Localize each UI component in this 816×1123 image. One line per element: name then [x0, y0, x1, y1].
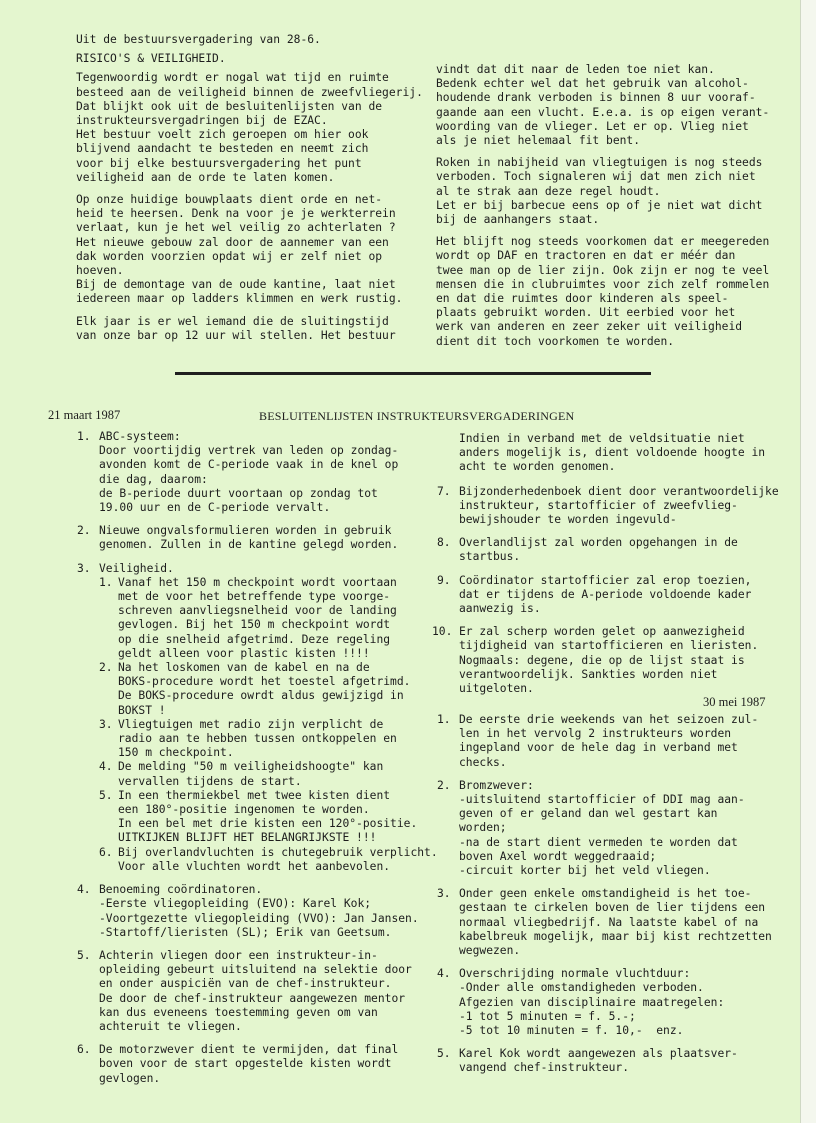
- list-item: [432, 625, 797, 696]
- top-right-column: [436, 63, 796, 357]
- meeting-header: Uit de bestuursvergadering van 28-6.: [76, 33, 321, 46]
- paragraph: Roken in nabijheid van vliegtuigen is nog steeds verboden. Toch signaleren wij dat men zich niet al te strak aan deze regel houdt. Let er bij barbecue eens op of je niet wat dicht bij de aanhangers staat.: [436, 156, 763, 227]
- item-text: Bromzwever: -uitsluitend startofficier of DDI mag aan- geven of er geland dan wel gestart kan worden; -na de start dient vermeden te worden dat boven Axel wordt weggedraaid; -circuit korter bij het veld vliegen.: [459, 778, 745, 878]
- item-text: Coördinator startofficier zal erop toezien, dat er tijdens de A-periode voldoende kader aanwezig is.: [459, 573, 752, 616]
- item-text: Indien in verband met de veldsituatie niet anders mogelijk is, dient voldoende hoogte in acht te worden genomen.: [459, 432, 766, 474]
- list-item-continuation: [437, 432, 797, 475]
- sub-item: [99, 576, 437, 661]
- list-item: [437, 967, 797, 1038]
- sub-item: [99, 789, 437, 846]
- decisions-right-list: [432, 432, 797, 705]
- paragraph: Het blijft nog steeds voorkomen dat er meegereden wordt op DAF en tractoren en dat er méér dan twee man op de lier zijn. Ook zijn er nog te veel mensen die in clubruimtes voor zich zelf rommelen en dat die ruimtes door kinderen als speel- plaats gebruikt worden. Uit eerbied voor het werk van anderen en zeer zeker uit veiligheid dient dit toch voorkomen te worden.: [436, 235, 770, 348]
- sub-number: 2.: [99, 661, 113, 675]
- list-item: [77, 562, 437, 874]
- top-left-column: [76, 33, 436, 351]
- item-number: 2.: [437, 778, 451, 792]
- item-text: De eerste drie weekends van het seizoen zul- len in het vervolg 2 instrukteurs worden ingepland voor de hele dag in verband met checks.: [459, 713, 759, 769]
- paragraph: Tegenwoordig wordt er nogal wat tijd en ruimte besteed aan de veiligheid binnen de zweefvliegerij. Dat blijkt ook uit de besluitenlijsten van de instrukteursvergadringen bij de EZAC. Het bestuur voelt zich geroepen om hier ook blijvend aandacht te besteden en neemt zich voor bij elke bestuursvergadering het punt veiligheid aan de orde te laten komen.: [76, 71, 423, 184]
- sub-item: [99, 760, 437, 788]
- sub-number: 6.: [99, 845, 113, 859]
- paragraph: vindt dat dit naar de leden toe niet kan. Bedenk echter wel dat het gebruik van alcohol- houdende drank verboden is binnen 8 uur vooraf- gaande aan een vlucht. E.e.a. is op eigen verant- woording van de vlieger. Let er op. Vlieg niet als je niet helemaal fit bent.: [436, 63, 770, 148]
- sub-item: [99, 846, 437, 874]
- item-number: 4.: [437, 967, 451, 981]
- sub-number: 4.: [99, 760, 113, 774]
- list-item: [77, 949, 437, 1034]
- sub-text: In een thermiekbel met twee kisten dient een 180°-positie ingenomen te worden. In een bel met drie kisten een 120°-positie. UITKIJKEN BLIJFT HET BELANGRIJKSTE !!!: [118, 788, 418, 845]
- date-march: 21 maart 1987: [48, 408, 121, 422]
- item-number: 7.: [437, 484, 451, 498]
- item-number: 10.: [432, 625, 453, 639]
- item-text: Achterin vliegen door een instrukteur-in- opleiding gebeurt uitsluitend na selektie door en onder auspiciën van de chef-instrukteur. De door de chef-instrukteur aangewezen mentor kan dus eveneens toestemming geven om van achteruit te vliegen.: [99, 948, 412, 1033]
- item-text: Karel Kok wordt aangewezen als plaatsver- vangend chef-instrukteur.: [459, 1047, 738, 1075]
- sub-text: De melding "50 m veiligheidshoogte" kan vervallen tijdens de start.: [118, 760, 384, 788]
- list-item: [77, 430, 437, 515]
- sub-number: 3.: [99, 717, 113, 731]
- risk-title: RISICO'S & VEILIGHEID.: [76, 52, 226, 66]
- item-text: Onder geen enkele omstandigheid is het toe- gestaan te cirkelen boven de lier tijdens een normaal vliegbedrijf. Na laatste kabel of na kabelbreuk mogelijk, maar bij kist rechtzetten wegwezen.: [459, 887, 772, 958]
- item-text: ABC-systeem: Door voortijdig vertrek van leden op zondag- avonden komt de C-periode vaak in de knel op die dag, daarom: de B-periode duurt voortaan op zondag tot 19.00 uur en de C-periode vervalt.: [99, 430, 399, 515]
- list-item: [437, 779, 797, 878]
- item-text: Overlandlijst zal worden opgehangen in de startbus.: [459, 536, 738, 564]
- list-item: [437, 485, 797, 528]
- item-number: 5.: [437, 1047, 451, 1061]
- item-text: Er zal scherp worden gelet op aanwezigheid tijdigheid van startofficieren en lieristen. Nogmaals: degene, die op de lijst staat is verantwoordelijk. Sankties worden niet uitgeloten.: [459, 625, 759, 696]
- sub-number: 5.: [99, 788, 113, 802]
- item-number: 1.: [77, 430, 91, 443]
- item-text: De motorzwever dient te vermijden, dat final boven voor de start opgestelde kisten wordt gevlogen.: [99, 1043, 399, 1085]
- paper-edge: [800, 0, 816, 1123]
- sub-item: [99, 718, 437, 761]
- item-number: 5.: [77, 948, 91, 962]
- item-text: Veiligheid.: [99, 561, 174, 575]
- list-item: [77, 524, 437, 552]
- list-item: [437, 536, 797, 564]
- list-item: [437, 574, 797, 617]
- section-divider: [175, 372, 651, 375]
- item-number: 1.: [437, 713, 451, 726]
- list-item: [437, 887, 797, 958]
- item-number: 3.: [437, 887, 451, 901]
- item-text: Nieuwe ongvalsformulieren worden in gebruik genomen. Zullen in de kantine gelegd worden.: [99, 524, 399, 552]
- sub-text: Na het loskomen van de kabel en na de BOKS-procedure wordt het toestel afgetrimd. De BOKS-procedure owrdt aldus gewijzigd in BOKST !: [118, 661, 411, 717]
- sub-number: 1.: [99, 575, 113, 589]
- section-title: BESLUITENLIJSTEN INSTRUKTEURSVERGADERINGEN: [259, 409, 575, 423]
- item-number: 3.: [77, 561, 91, 575]
- may-decisions-list: [437, 713, 797, 1085]
- item-text: Benoeming coördinatoren. -Eerste vliegopleiding (EVO): Karel Kok; -Voortgezette vliegopleiding (VVO): Jan Jansen. -Startoff/lieristen (SL); Erik van Geetsum.: [99, 883, 419, 939]
- sub-text: Bij overlandvluchten is chutegebruik verplicht. Voor alle vluchten wordt het aanbevolen.: [118, 845, 438, 873]
- item-number: 2.: [77, 524, 91, 538]
- item-text: Overschrijding normale vluchtduur: -Onder alle omstandigheden verboden. Afgezien van disciplinaire maatregelen: -1 tot 5 minuten = f. 5.-; -5 tot 10 minuten = f. 10,- enz.: [459, 967, 725, 1038]
- sub-text: Vliegtuigen met radio zijn verplicht de radio aan te hebben tussen ontkoppelen en 150 m checkpoint.: [118, 717, 397, 760]
- list-item: [437, 1047, 797, 1075]
- item-number: 8.: [437, 536, 451, 550]
- list-item: [437, 713, 797, 770]
- sub-text: Vanaf het 150 m checkpoint wordt voortaan met de voor het betreffende type voorge- schreven aanvliegsnelheid voor de landing gevlogen. Bij het 150 m checkpoint wordt op die snelheid afgetrimd. Deze regeling geldt alleen voor plastic kisten !!!!: [118, 575, 397, 660]
- decisions-left-list: [77, 430, 437, 1095]
- date-may: 30 mei 1987: [703, 695, 766, 709]
- item-number: 9.: [437, 573, 451, 587]
- sub-item: [99, 661, 437, 718]
- paragraph: Elk jaar is er wel iemand die de sluitingstijd van onze bar op 12 uur wil stellen. Het bestuur: [76, 314, 396, 342]
- list-item: [77, 1043, 437, 1086]
- item-text: Bijzonderhedenboek dient door verantwoordelijke instrukteur, startofficier of zweefvlieg- bewijshouder te worden ingevuld-: [459, 484, 779, 527]
- item-number: 4.: [77, 883, 91, 897]
- paragraph: Op onze huidige bouwplaats dient orde en net- heid te heersen. Denk na voor je je werkterrein verlaat, kun je het wel veilig zo achterlaten ? Het nieuwe gebouw zal door de aannemer van een dak worden voorzien opdat wij er zelf niet op hoeven. Bij de demontage van de oude kantine, laat niet iedereen maar op ladders klimmen en werk rustig.: [76, 193, 403, 306]
- item-number: 6.: [77, 1043, 91, 1057]
- list-item: [77, 883, 437, 940]
